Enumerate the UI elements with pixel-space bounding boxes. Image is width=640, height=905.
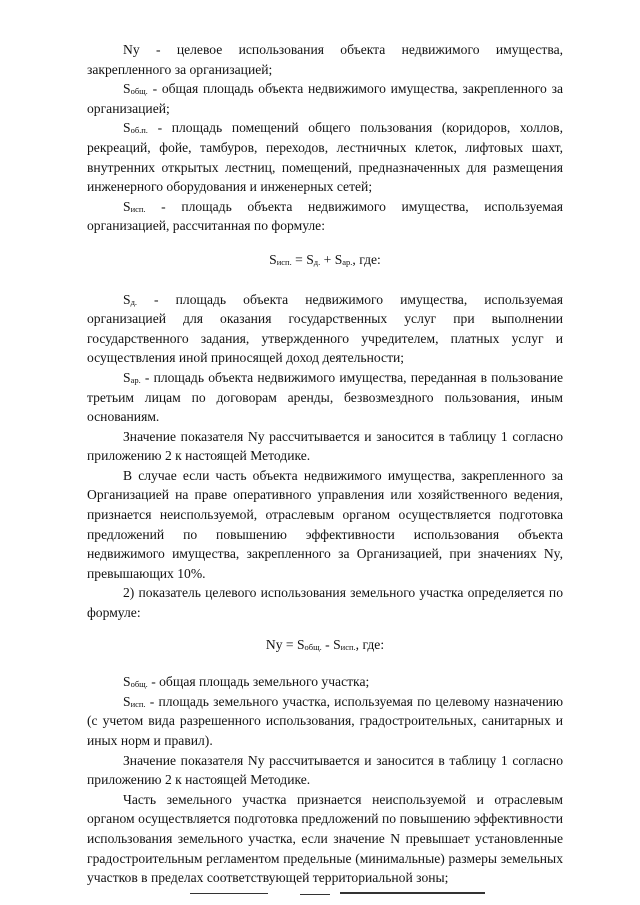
paragraph-land-indicator: 2) показатель целевого использования земельного участка определяется по формуле: xyxy=(87,585,563,621)
paragraph-land-ny-table: Значение показателя Ny рассчитывается и заносится в таблицу 1 согласно приложению 2 к настоящей Методике. xyxy=(87,752,563,788)
document-body xyxy=(87,40,563,888)
scan-footer-line-center xyxy=(300,894,330,895)
paragraph-ny-definition: Ny - целевое использования объекта недвижимого имущества, закрепленного за организацией; xyxy=(87,42,563,77)
paragraph-land-s-total: $S_{общ.}$ - общая площадь земельного участка; xyxy=(123,674,370,690)
paragraph-s-d: $S_{д.}$ - площадь объекта недвижимого имущества, используемая организацией для оказания государственных услуг при выполнении государственного задания, утвержденного учредителем, платных услуг и осуществления иной приносящей доход деятельности; xyxy=(87,291,563,366)
paragraph-s-ar: $S_{ар.}$ - площадь объекта недвижимого имущества, переданная в пользование третьим лицам по договорам аренды, безвозмездного пользования, иным основаниям. xyxy=(87,369,563,425)
paragraph-s-total: $S_{общ.}$ - общая площадь объекта недвижимого имущества, закрепленного за организацией; xyxy=(87,81,563,116)
scan-footer-line-left xyxy=(190,893,268,894)
paragraph-s-used: $S_{исп.}$ - площадь объекта недвижимого имущества, используемая организацией, рассчитанная по формуле: xyxy=(87,198,563,234)
formula-land-ny: $Ny = S_{общ.} - S_{исп.}$, где: xyxy=(265,636,385,652)
paragraph-s-common: $S_{об.п.}$ - площадь помещений общего пользования (коридоров, холлов, рекреаций, фойе, тамбуров, переходов, лестничных клеток, лифтовых шахт, внутренних открытых лестниц, помещений, предназначенных для размещения инженерного оборудования и инженерных сетей; xyxy=(87,120,563,195)
paragraph-land-s-used: $S_{исп.}$ - площадь земельного участка, используемая по целевому назначению (с учетом вида разрешенного использования, градостроительных, санитарных и иных норм и правил). xyxy=(87,693,563,748)
scan-footer-line-right xyxy=(340,892,485,894)
paragraph-unused-land: Часть земельного участка признается неиспользуемой и отраслевым органом осуществляется подготовка предложений по повышению эффективности использования земельного участка, если значение N превышает установленные градостроительным регламентом предельные (минимальные) размеры земельных участков в пределах соответствующей территориальной зоны; xyxy=(87,791,563,886)
formula-s-used: $S_{исп.} = S_{д.} + S_{ар.}$, где: xyxy=(269,251,381,267)
paragraph-ny-table: Значение показателя Ny рассчитывается и заносится в таблицу 1 согласно приложению 2 к настоящей Методике. xyxy=(87,428,563,464)
paragraph-unused-property: В случае если часть объекта недвижимого имущества, закрепленного за Организацией на праве оперативного управления или хозяйственного ведения, признается неиспользуемой, отраслевым органом осуществляется подготовка предложений по повышению эффективности использования объекта недвижимого имущества, закрепленного за Организацией, при значениях Ny, превышающих 10%. xyxy=(87,467,563,581)
